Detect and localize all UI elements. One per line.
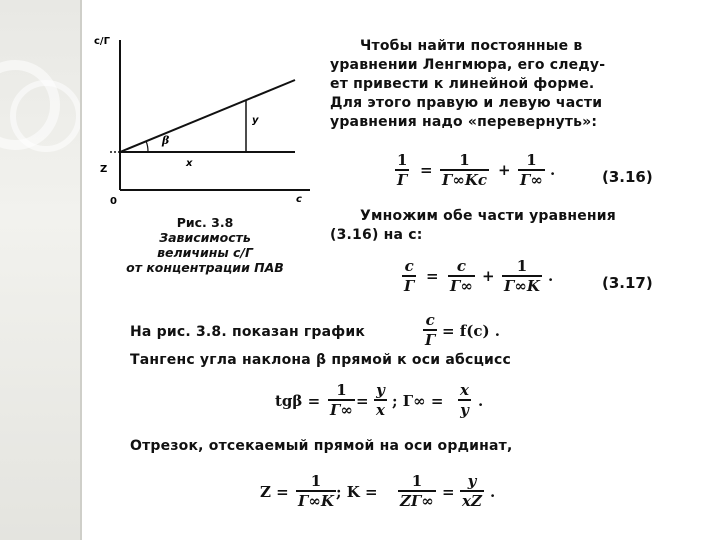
tg-fraction3: [458, 382, 471, 419]
numerator: x: [460, 381, 469, 399]
text-line: Для этого правую и левую части: [330, 95, 603, 111]
numerator: 1: [526, 151, 537, 169]
beta-label: β: [162, 134, 170, 147]
eq317-lhs: [402, 258, 416, 295]
tg-lhs: tgβ =: [275, 392, 321, 410]
text-line: (3.16) на c:: [330, 227, 423, 243]
tg-fraction1: [328, 382, 355, 419]
numerator: 1: [336, 381, 347, 399]
text-line: уравнении Ленгмюра, его следу-: [330, 57, 606, 73]
eq317-term1: [448, 258, 475, 295]
denominator: xZ: [462, 492, 482, 510]
denominator: Г∞: [520, 171, 543, 189]
decorative-ring: [10, 80, 82, 152]
denominator: Г∞K: [504, 277, 540, 295]
numerator: 1: [397, 151, 408, 169]
plus-sign: +: [482, 267, 495, 285]
x-axis-label: c: [296, 194, 302, 205]
equation-number-3-17: (3.17): [602, 274, 653, 292]
text-line: уравнения надо «перевернуть»:: [330, 114, 598, 130]
caption-line: от концентрации ПАВ: [126, 260, 284, 275]
equation-number-3-16: (3.16): [602, 168, 653, 186]
text-line: Умножим обе части уравнения: [360, 208, 616, 224]
denominator: y: [460, 401, 469, 419]
caption-line: Зависимость: [159, 230, 251, 245]
figure-caption: [105, 215, 305, 275]
sidebar-divider: [80, 0, 82, 540]
text-line: На рис. 3.8. показан график: [130, 324, 366, 340]
equals-sign: =: [442, 483, 455, 501]
eq317-term2: [502, 258, 542, 295]
graph-equation: = f(c) .: [442, 322, 501, 340]
x-segment-label: x: [186, 158, 193, 169]
equals-sign: =: [420, 161, 433, 179]
decorative-sidebar: [0, 0, 80, 540]
denominator: Г: [425, 331, 436, 349]
caption-title: Рис. 3.8: [176, 215, 234, 230]
z-fraction2: [398, 473, 436, 510]
y-axis-label: c/Г: [94, 36, 110, 47]
y-segment-label: y: [252, 115, 259, 126]
tg-mid: ; Г∞ =: [392, 392, 444, 410]
numerator: 1: [411, 472, 423, 490]
numerator: y: [376, 381, 385, 399]
text-line: Чтобы найти постоянные в: [360, 38, 583, 54]
denominator: Г∞K: [298, 492, 334, 510]
denominator: Г: [397, 171, 408, 189]
z-label: Z: [100, 164, 108, 175]
graph-fraction: [423, 312, 437, 349]
numerator: c: [425, 311, 435, 329]
period: .: [548, 267, 554, 285]
text-line: Отрезок, отсекаемый прямой на оси ординат,: [130, 438, 513, 454]
numerator: y: [467, 472, 477, 490]
z-fraction3: [460, 473, 484, 510]
beta-angle-arc: [146, 141, 148, 152]
numerator: 1: [459, 151, 470, 169]
z-fraction1: [296, 473, 336, 510]
eq316-term2: [518, 152, 545, 189]
text-line: Тангенс угла наклона β прямой к оси абсцисс: [130, 352, 512, 368]
numerator: 1: [310, 472, 322, 490]
figure-3-8-graph: [90, 20, 320, 220]
denominator: Г∞: [450, 277, 473, 295]
slide-content: [90, 20, 710, 520]
caption-line: величины c/Г: [157, 245, 253, 260]
period: .: [490, 483, 496, 501]
text-line: ет привести к линейной форме.: [330, 76, 595, 92]
tg-fraction2: [374, 382, 387, 419]
numerator: c: [456, 257, 466, 275]
plus-sign: +: [498, 161, 511, 179]
denominator: Г∞Kc: [442, 171, 488, 189]
origin-label: 0: [110, 196, 117, 207]
denominator: ZГ∞: [400, 492, 434, 510]
equals-sign: =: [426, 267, 439, 285]
denominator: x: [376, 401, 385, 419]
z-mid: ; K =: [336, 483, 378, 501]
period: .: [478, 392, 484, 410]
numerator: c: [404, 257, 414, 275]
numerator: 1: [516, 257, 528, 275]
equals-sign: =: [356, 392, 369, 410]
denominator: Г∞: [330, 401, 353, 419]
z-lhs: Z =: [260, 483, 289, 501]
eq316-term1: [440, 152, 489, 189]
period: .: [550, 161, 556, 179]
eq316-lhs: [395, 152, 409, 189]
denominator: Г: [404, 277, 415, 295]
